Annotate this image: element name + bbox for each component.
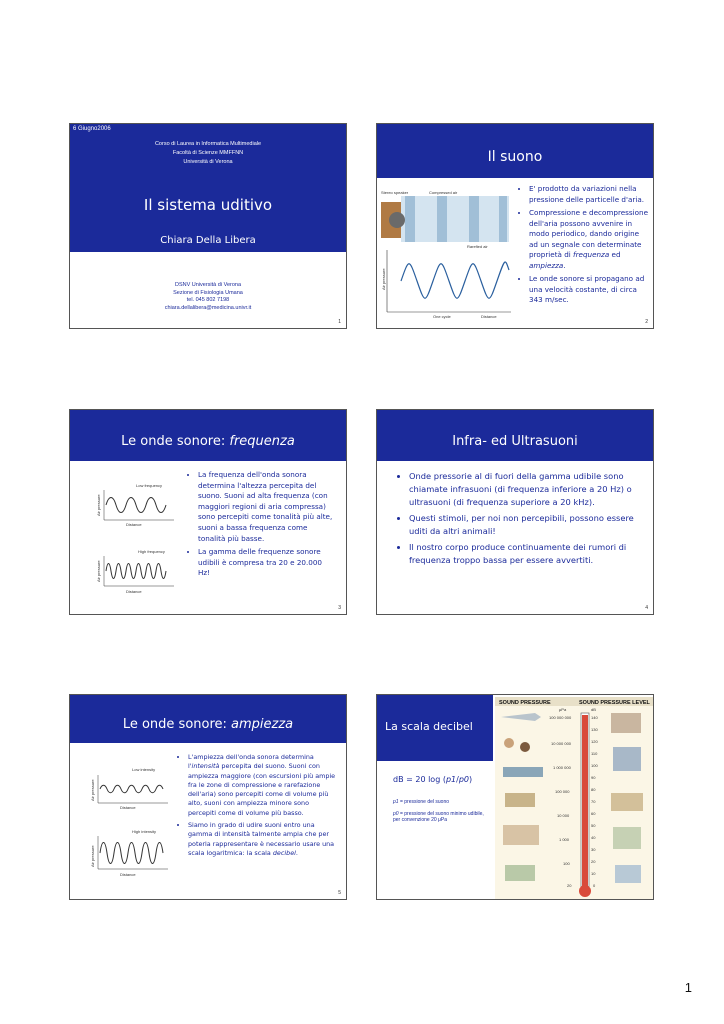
- bullet: • Onde pressorie al di fuori della gamma udibile sono chiamate infrasuoni (di frequenza inferiore a 20 Hz) o ultrasuoni (di frequenza superiore a 20 kHz).: [409, 470, 645, 509]
- y-label: Air pressure: [96, 560, 101, 582]
- slide-6-title-bar: [377, 695, 493, 761]
- slide-5-bullets: [176, 753, 338, 861]
- low-intensity-wave: [100, 785, 163, 793]
- db-unit: dB: [591, 707, 596, 712]
- slide-number: 1: [338, 319, 341, 325]
- slide-4-title: Infra- ed Ultrasuoni: [452, 434, 578, 449]
- title-text: Le onde sonore:: [121, 434, 230, 449]
- svg-text:1 000: 1 000: [559, 837, 570, 842]
- people-icon: [613, 827, 641, 849]
- bullet: [188, 753, 338, 818]
- term-frequency: frequenza: [573, 250, 610, 259]
- title-text: Le onde sonore:: [122, 717, 232, 732]
- slide-5-title-bar: [70, 695, 346, 743]
- contact-line: DSNV Università di Verona: [174, 282, 242, 288]
- slide-2-bullets: [517, 184, 649, 309]
- svg-text:10: 10: [591, 871, 596, 876]
- course-line: Corso di Laurea in Informatica Multimediale: [154, 141, 262, 147]
- svg-text:100: 100: [591, 763, 598, 768]
- bullet-text: L'ampiezza dell'onda sonora determina l': [188, 753, 314, 771]
- slide-1-title: Il sistema uditivo: [143, 196, 273, 214]
- high-intensity-label: High intensity: [132, 829, 157, 834]
- slide-number: 5: [338, 890, 341, 896]
- slide-1: [69, 123, 347, 329]
- slide-2-title-bar: [377, 124, 653, 178]
- slide-4-bullets: [397, 470, 645, 570]
- slide-6: [376, 694, 654, 900]
- decibel-formula: [393, 775, 472, 784]
- bullet: • Le onde sonore si propagano ad una velocità costante, di circa 343 m/sec.: [529, 274, 649, 306]
- course-line: Università di Verona: [183, 159, 233, 165]
- svg-text:90: 90: [591, 775, 596, 780]
- slide-3-bullets: [186, 470, 336, 582]
- slide-number: 4: [645, 605, 648, 611]
- term-decibel: decibel: [272, 848, 296, 857]
- slide-number: 3: [338, 605, 341, 611]
- svg-text:80: 80: [591, 787, 596, 792]
- distance-label: Distance: [481, 314, 497, 319]
- high-intensity-wave: [100, 843, 163, 864]
- svg-text:30: 30: [591, 847, 596, 852]
- page-number: 1: [684, 980, 692, 995]
- sound-wave-figure: [381, 190, 513, 322]
- low-intensity-label: Low intensity: [132, 767, 156, 772]
- bullet-text: Siamo in grado di udire suoni entro una gamma di intensità talmente ampia che per poterla rappresentare è necessario usare una scala logaritmica: la scala: [188, 821, 335, 857]
- y-label: Air pressure: [96, 494, 101, 516]
- thermometer-fill: [582, 715, 588, 887]
- course-line: Facoltà di Scienze MMFFNN: [172, 150, 244, 156]
- bullet: • La gamma delle frequenze sonore udibili è compresa tra 20 e 20.000 Hz!: [198, 547, 336, 579]
- bullet: • Questi stimoli, per noi non percepibili, possono essere uditi da altri animali!: [409, 512, 645, 538]
- svg-text:70: 70: [591, 799, 596, 804]
- traffic-icon: [503, 767, 543, 777]
- bullet-text: .: [295, 848, 298, 857]
- course-info: [70, 140, 346, 167]
- pressure-wave: [401, 262, 509, 298]
- slide-1-author: Chiara Della Libera: [160, 235, 256, 246]
- speaker-label: Stereo speaker: [381, 190, 409, 195]
- bullet: [188, 821, 338, 858]
- definition-p1: [393, 799, 487, 805]
- contact-email: chiara.dellalibera@medicina.univr.it: [164, 304, 252, 311]
- low-frequency-label: Low frequency: [136, 483, 163, 488]
- formula-text: /: [456, 775, 459, 784]
- svg-text:120: 120: [591, 739, 598, 744]
- svg-text:50: 50: [591, 823, 596, 828]
- cycle-label: One cycle: [433, 314, 451, 319]
- bullet-text: percepita del suono. Suoni con ampiezza maggiore (con escursioni più ampie fra le zone di compressione e rarefazione dell'aria) sono percepiti come di volume più alto, suoni con ampiezza minore sono percepiti come di volume più basso.: [188, 762, 336, 817]
- y-label: Air pressure: [381, 268, 386, 290]
- bullet: • Il nostro corpo produce continuamente dei rumori di frequenza troppo bassa per essere avvertiti.: [409, 541, 645, 567]
- contact-line: Sezione di Fisiologia Umana: [173, 289, 243, 296]
- svg-text:10 000 000: 10 000 000: [551, 741, 572, 746]
- slide-5: [69, 694, 347, 900]
- sound-pressure-level-header: SOUND PRESSURE LEVEL: [579, 700, 650, 706]
- def-var: p0: [393, 811, 399, 817]
- pain-threshold-icon: [611, 713, 641, 733]
- svg-text:60: 60: [591, 811, 596, 816]
- term-amplitude: ampiezza: [529, 260, 564, 270]
- svg-text:20: 20: [591, 859, 596, 864]
- svg-text:20: 20: [567, 883, 572, 888]
- sound-pressure-chart: [495, 697, 653, 899]
- low-frequency-wave: [106, 498, 166, 513]
- office-icon: [505, 793, 535, 807]
- slide-1-title-bar: [70, 124, 346, 252]
- conversation-icon: [503, 825, 539, 845]
- bullet-text: .: [563, 260, 566, 270]
- concert-icon: [613, 747, 641, 771]
- svg-text:110: 110: [591, 751, 598, 756]
- distance-label: Distance: [120, 872, 136, 877]
- bullet: • E' prodotto da variazioni nella pressione delle particelle d'aria.: [529, 184, 649, 205]
- svg-text:0: 0: [593, 883, 596, 888]
- air-particles-area: [401, 196, 509, 242]
- svg-text:10 000: 10 000: [557, 813, 570, 818]
- y-label: Air pressure: [90, 845, 95, 867]
- slide-3-title-bar: [70, 410, 346, 461]
- contact-info: [70, 282, 346, 312]
- slide-3-title: [70, 434, 346, 449]
- svg-text:130: 130: [591, 727, 598, 732]
- slide-1-date: 6 Giugno2006: [73, 126, 111, 132]
- contact-line: tel. 045 802 7198: [186, 297, 230, 303]
- title-term: ampiezza: [231, 717, 294, 732]
- definition-p0: [393, 811, 485, 823]
- def-text: = pressione del suono minimo udibile, per convenzione 20 μPa: [393, 811, 484, 823]
- bullet-text: ed: [609, 250, 621, 259]
- svg-text:1 000 000: 1 000 000: [553, 765, 571, 770]
- bullet: • La frequenza dell'onda sonora determina l'altezza percepita del suono. Suoni ad alta frequenza (con maggiori regioni di aria compressa) sono percepiti come tonalità più alte, suoni a bassa frequenza come tonalità più basse.: [198, 470, 336, 544]
- high-frequency-label: High frequency: [138, 549, 165, 554]
- slide-2-title: Il suono: [487, 149, 543, 165]
- bullet-text: Compressione e decompressione dell'aria possono avvenire in modo periodico, dando origine ad un segnale con determinate proprietà di: [529, 208, 649, 259]
- frequency-figure: [96, 482, 176, 600]
- slide-5-title: [70, 717, 346, 732]
- slide-6-title: La scala decibel: [385, 720, 473, 733]
- bullet: [529, 208, 649, 271]
- sound-pressure-header: SOUND PRESSURE: [499, 700, 551, 706]
- formula-text: ): [468, 775, 473, 784]
- slide-3: [69, 409, 347, 615]
- library-icon: [505, 865, 535, 881]
- slide-4-title-bar: [377, 410, 653, 461]
- def-var: p1: [393, 799, 399, 805]
- rarefied-label: Rarefied air: [467, 244, 488, 249]
- slide-number: 2: [645, 319, 648, 325]
- distance-label: Distance: [126, 522, 142, 527]
- compressed-label: Compressed air: [429, 190, 458, 195]
- high-frequency-wave: [106, 564, 166, 579]
- def-text: = pressione del suono: [398, 799, 450, 805]
- svg-text:140: 140: [591, 715, 598, 720]
- svg-text:100 000: 100 000: [555, 789, 570, 794]
- distance-label: Distance: [120, 805, 136, 810]
- thermometer-bulb: [579, 885, 591, 897]
- formula-text: dB = 20 log (: [393, 775, 446, 784]
- orchestra-icon: [504, 738, 514, 748]
- title-term: frequenza: [229, 434, 295, 449]
- term-intensity: intensità: [191, 762, 220, 771]
- svg-text:100: 100: [563, 861, 570, 866]
- amplitude-figure: [90, 763, 170, 881]
- formula-var: p0: [458, 775, 469, 784]
- svg-text:40: 40: [591, 835, 596, 840]
- vacuum-icon: [611, 793, 643, 811]
- speaker-cone-icon: [389, 212, 405, 228]
- svg-text:100 000 000: 100 000 000: [549, 715, 572, 720]
- pressure-unit: μPa: [559, 707, 567, 712]
- y-label: Air pressure: [90, 779, 95, 801]
- slide-4: [376, 409, 654, 615]
- distance-label: Distance: [126, 589, 142, 594]
- slide-2: [376, 123, 654, 329]
- whisper-icon: [615, 865, 641, 883]
- formula-var: p1: [445, 775, 457, 784]
